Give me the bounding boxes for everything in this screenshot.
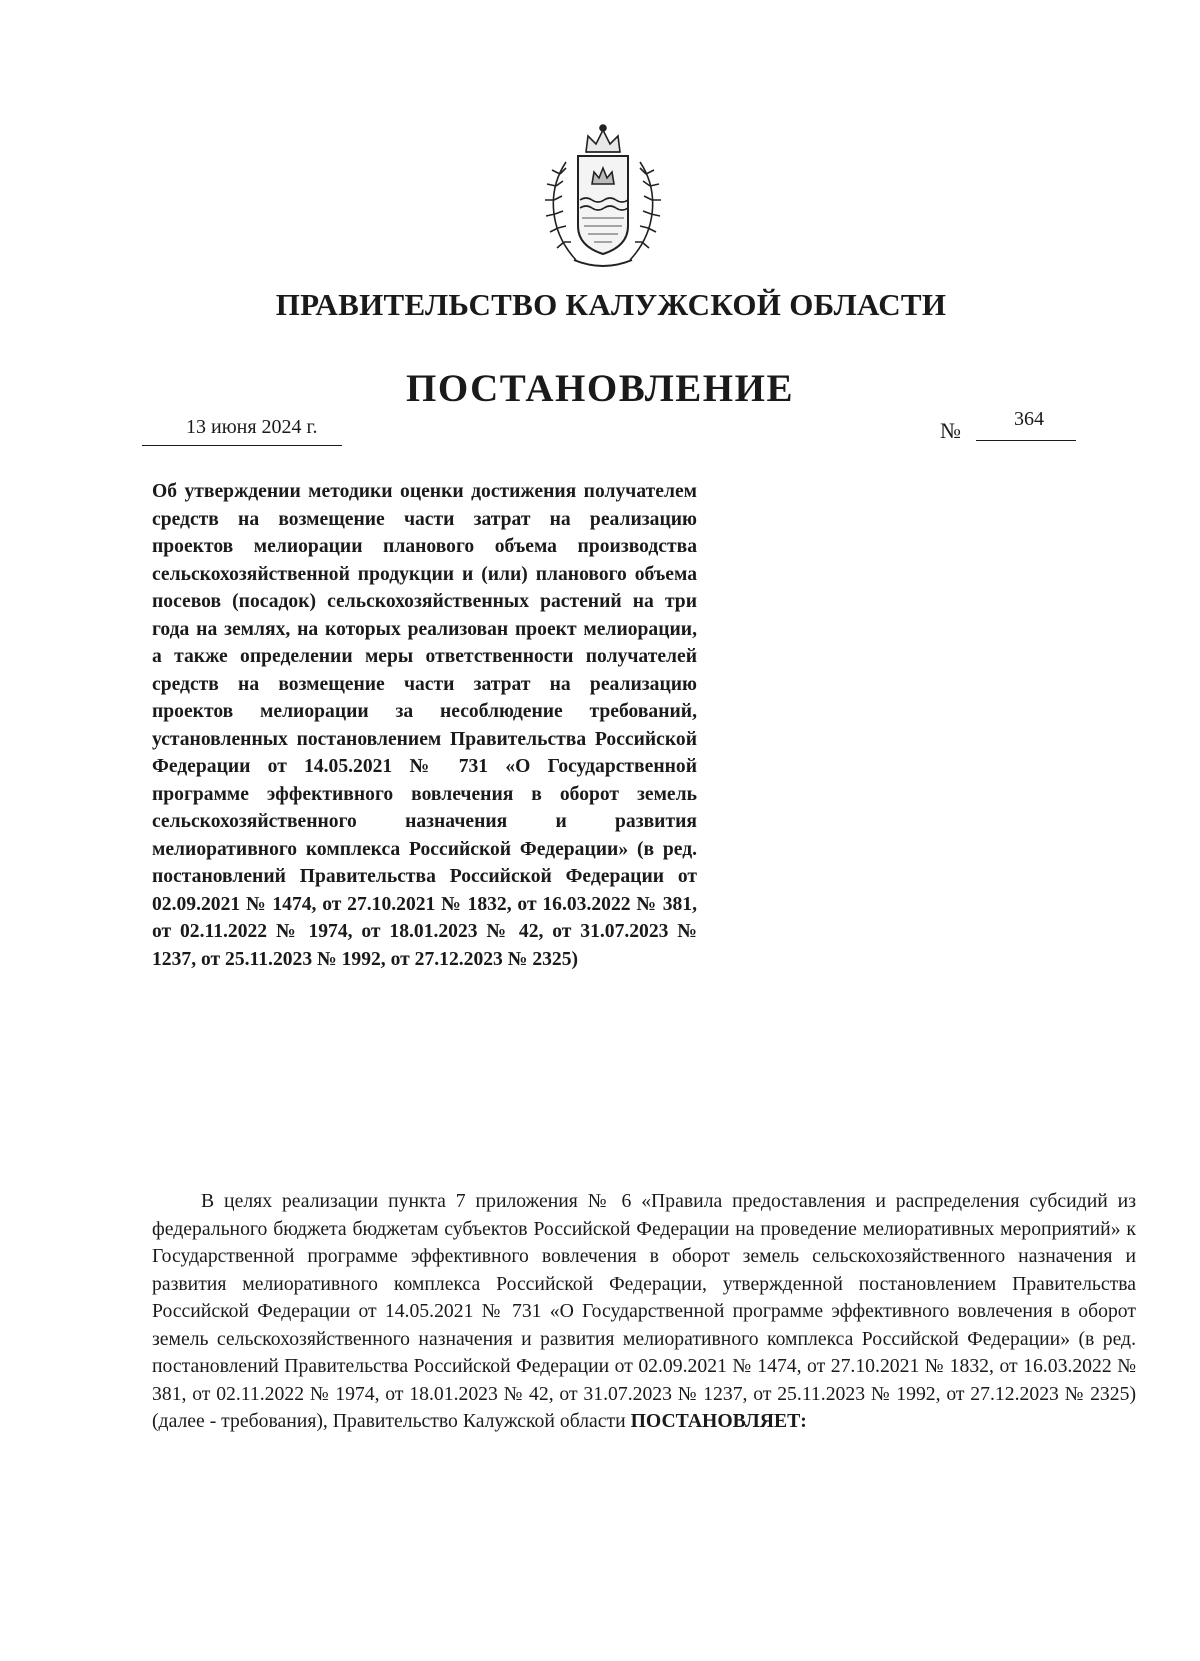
document-number: 364	[1014, 408, 1044, 430]
preamble-paragraph	[152, 1188, 1136, 1436]
organization-title: ПРАВИТЕЛЬСТВО КАЛУЖСКОЙ ОБЛАСТИ	[275, 287, 947, 322]
document-date: 13 июня 2024 г.	[142, 416, 342, 446]
number-underline	[976, 440, 1076, 441]
coat-of-arms-icon	[536, 122, 670, 272]
number-sign: №	[940, 418, 961, 443]
document-number-field	[940, 408, 1080, 448]
document-type-heading: ПОСТАНОВЛЕНИЕ	[405, 367, 794, 410]
decree-word: ПОСТАНОВЛЯЕТ:	[630, 1410, 807, 1432]
document-subject: Об утверждении методики оценки достижения получателем средств на возмещение части затрат на реализацию проектов мелиорации планового объема производства сельскохозяйственной продукции и (или) планового объема посевов (посадок) сельскохозяйственных растений на три года на землях, на которых реализован проект мелиорации, а также определении меры ответственности получателей средств на возмещение части затрат на реализацию проектов мелиорации за несоблюдение требований, установленных постановлением Правительства Российской Федерации от 14.05.2021 № 731 «О Государственной программе эффективного вовлечения в оборот земель сельскохозяйственного назначения и развития мелиоративного комплекса Российской Федерации» (в ред. постановлений Правительства Российской Федерации от 02.09.2021 № 1474, от 27.10.2021 № 1832, от 16.03.2022 № 381, от 02.11.2022 № 1974, от 18.01.2023 № 42, от 31.07.2023 № 1237, от 25.11.2023 № 1992, от 27.12.2023 № 2325)	[152, 481, 697, 970]
preamble-text: В целях реализации пункта 7 приложения № 6 «Правила предоставления и распределения субсидий из федерального бюджета бюджетам субъектов Российской Федерации на проведение мелиоративных мероприятий» к Государственной программе эффективного вовлечения в оборот земель сельскохозяйственного назначения и развития мелиоративного комплекса Российской Федерации, утвержденной постановлением Правительства Российской Федерации от 14.05.2021 № 731 «О Государственной программе эффективного вовлечения в оборот земель сельскохозяйственного назначения и развития мелиоративного комплекса Российской Федерации» (в ред. постановлений Правительства Российской Федерации от 02.09.2021 № 1474, от 27.10.2021 № 1832, от 16.03.2022 № 381, от 02.11.2022 № 1974, от 18.01.2023 № 42, от 31.07.2023 № 1237, от 25.11.2023 № 1992, от 27.12.2023 № 2325) (далее - требования), Правительство Калужской области	[152, 1190, 1136, 1432]
